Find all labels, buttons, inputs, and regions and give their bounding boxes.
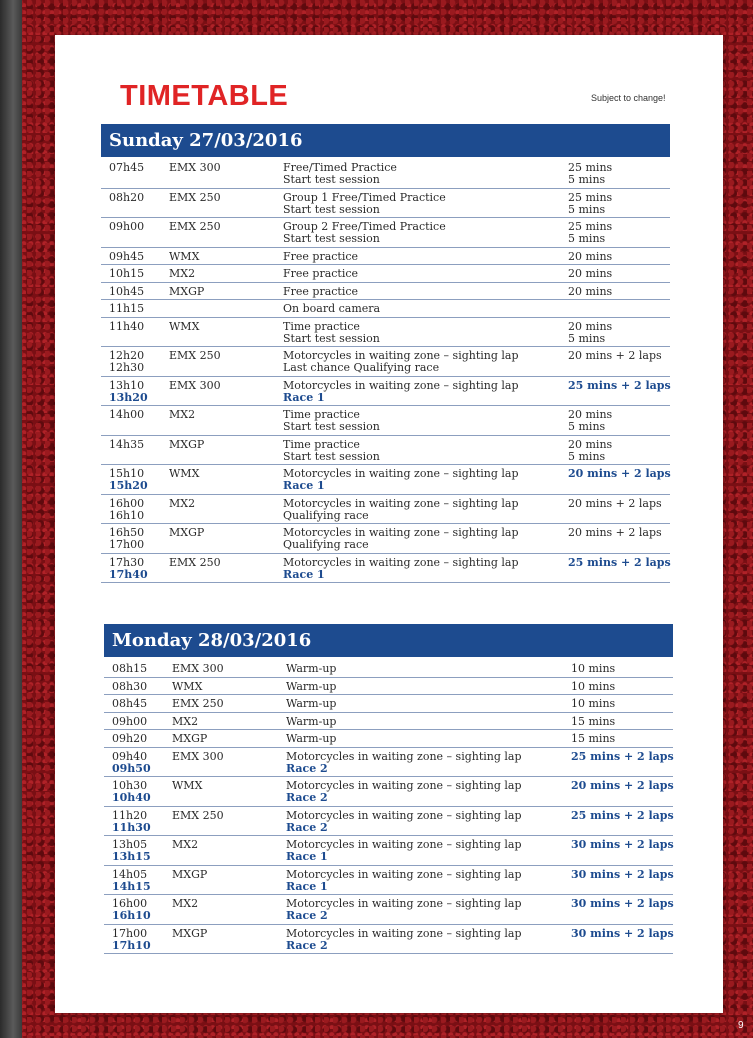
duration-cell [571,780,674,792]
activity-cell [286,869,522,893]
class-cell: EMX 250 [169,220,221,233]
time-cell [112,810,151,834]
table-row [101,189,670,219]
time-cell [112,780,151,804]
activity-cell-line: Motorcycles in waiting zone – sighting lap [286,749,522,763]
duration-cell-line: 20 mins [568,319,613,333]
time-cell-line: 07h45 [109,161,145,174]
class-cell: EMX 300 [169,378,221,392]
time-cell-line: 16h00 [109,496,145,510]
duration-cell-line: 20 mins [568,249,613,263]
time-cell-line: 14h05 [112,867,148,881]
time-cell [109,268,144,280]
table-row [101,554,670,584]
time-cell [112,928,151,952]
activity-cell-line: Race 2 [286,909,328,922]
activity-cell [283,162,397,186]
time-cell-line: 17h30 [109,555,145,569]
duration-cell-line: 30 mins + 2 laps [571,867,674,881]
time-cell [112,839,151,863]
time-cell [112,681,147,693]
table-row [101,465,670,495]
time-cell [109,303,144,315]
duration-cell-line: 20 mins + 2 laps [568,526,662,539]
class-cell: MXGP [169,526,205,539]
time-cell-line: 11h40 [109,319,145,333]
activity-cell-line: Free practice [283,249,359,263]
time-cell-line: 13h10 [109,378,145,392]
duration-cell-line: 20 mins + 2 laps [571,779,674,792]
activity-cell-line: Motorcycles in waiting zone – sighting lap [286,926,522,940]
time-cell-line: 12h20 [109,349,145,362]
table-row [101,436,670,466]
time-cell-line: 10h15 [109,267,145,280]
duration-cell [568,321,612,345]
class-cell: MX2 [172,714,199,728]
duration-cell-line: 25 mins + 2 laps [568,555,671,569]
table-row [101,377,670,407]
activity-cell [283,557,519,581]
activity-cell-line: Warm-up [286,662,337,675]
table-row [104,730,673,748]
time-cell-line: 09h40 [112,749,148,763]
time-cell [109,468,148,492]
duration-cell [571,663,615,675]
duration-cell-line: 15 mins [571,732,616,745]
time-cell [112,733,147,745]
time-cell-line: 13h15 [112,850,151,863]
class-cell: MX2 [169,496,196,510]
time-cell [112,716,147,728]
duration-cell-line: 10 mins [571,697,616,710]
time-cell-line: 10h40 [112,791,151,804]
table-row [101,495,670,525]
class-cell: WMX [169,467,200,480]
activity-cell [286,780,522,804]
table-row [104,678,673,696]
duration-cell-line: 5 mins [568,232,606,245]
activity-cell-line: Group 1 Free/Timed Practice [283,190,446,204]
activity-cell [283,409,380,433]
duration-cell-line: 5 mins [568,420,606,433]
activity-cell-line: Race 2 [286,938,328,952]
time-cell-line: 15h20 [109,479,148,492]
activity-cell-line: Time practice [283,319,360,333]
duration-cell [568,192,612,216]
activity-cell-line: Time practice [283,437,360,451]
duration-cell-line: 10 mins [571,662,616,675]
table-row [104,713,673,731]
time-cell [109,498,144,522]
duration-cell-line: 25 mins + 2 laps [568,378,671,392]
duration-cell-line: 20 mins + 2 laps [568,496,662,510]
duration-cell-line: 5 mins [568,202,606,216]
time-cell [109,162,144,174]
time-cell-line: 15h10 [109,467,145,480]
duration-cell-line: 25 mins + 2 laps [571,749,674,763]
activity-cell [283,350,519,374]
time-cell-line: 16h50 [109,526,145,539]
time-cell-line: 14h00 [109,408,145,421]
activity-cell [286,839,522,863]
time-cell-line: 09h20 [112,732,148,745]
activity-cell-line: Race 1 [286,850,328,863]
time-cell-line: 13h05 [112,838,148,851]
activity-cell [283,251,358,263]
time-cell-line: 08h30 [112,679,148,693]
duration-cell [568,468,671,480]
table-row [104,895,673,925]
class-cell: MXGP [172,867,208,881]
time-cell-line: 14h35 [109,437,145,451]
time-cell-line: 09h00 [109,220,145,233]
page-number: 9 [738,1020,744,1031]
activity-cell-line: Race 2 [286,791,328,804]
time-cell-line: 11h30 [112,820,151,834]
time-cell-line: 16h00 [112,897,148,910]
class-cell: MX2 [172,897,199,910]
duration-cell [568,221,612,245]
activity-cell-line: Start test session [283,232,380,245]
time-cell [109,286,144,298]
activity-cell-line: Race 1 [283,390,325,404]
table-row [101,283,670,301]
time-cell [109,192,144,204]
time-cell-line: 17h40 [109,567,148,581]
duration-cell [568,350,662,362]
activity-cell-line: Motorcycles in waiting zone – sighting lap [283,349,519,362]
class-cell: WMX [169,319,200,333]
activity-cell [283,303,380,315]
duration-cell [571,681,615,693]
time-cell [112,663,147,675]
left-edge-strip [0,0,22,1038]
time-cell [109,350,144,374]
activity-cell-line: Group 2 Free/Timed Practice [283,220,446,233]
activity-cell-line: Race 2 [286,820,328,834]
time-cell-line: 17h00 [109,538,145,551]
duration-cell-line: 5 mins [568,449,606,463]
class-cell: EMX 300 [169,161,221,174]
duration-cell [571,810,674,822]
time-cell [109,409,144,421]
activity-cell-line: Race 1 [286,879,328,893]
class-cell: MX2 [169,267,196,280]
table-row [104,836,673,866]
day-header-monday: Monday 28/03/2016 [104,624,673,657]
activity-cell-line: Motorcycles in waiting zone – sighting lap [286,808,522,822]
duration-cell-line: 20 mins [568,267,613,280]
duration-cell-line: 20 mins [568,437,613,451]
duration-cell [568,251,612,263]
time-cell [109,557,148,581]
subject-to-change-note: Subject to change! [591,93,666,103]
activity-cell-line: Motorcycles in waiting zone – sighting lap [283,526,519,539]
activity-cell [283,268,358,280]
class-cell: EMX 250 [172,808,224,822]
duration-cell-line: 15 mins [571,714,616,728]
activity-cell-line: Warm-up [286,714,337,728]
time-cell-line: 12h30 [109,361,145,374]
table-row [101,347,670,377]
table-row [104,866,673,896]
table-row [101,524,670,554]
activity-cell [283,380,519,404]
activity-cell-line: Race 1 [283,479,325,492]
duration-cell-line: 10 mins [571,679,616,693]
duration-cell-line: 20 mins + 2 laps [568,349,662,362]
activity-cell [286,928,522,952]
duration-cell [568,498,662,510]
class-cell: MXGP [172,732,208,745]
time-cell [109,380,148,404]
duration-cell [568,527,662,539]
duration-cell [568,162,612,186]
duration-cell [568,439,612,463]
time-cell [112,869,151,893]
time-cell-line: 08h20 [109,190,145,204]
activity-cell-line: Qualifying race [283,508,369,522]
duration-cell-line: 20 mins [568,408,613,421]
class-cell: WMX [169,249,200,263]
duration-cell [571,733,615,745]
time-cell-line: 09h45 [109,249,145,263]
table-row [104,925,673,955]
duration-cell [571,751,674,763]
class-cell: WMX [172,679,203,693]
duration-cell-line: 5 mins [568,331,606,345]
duration-cell-line: 30 mins + 2 laps [571,897,674,910]
time-cell-line: 16h10 [109,508,145,522]
table-row [104,748,673,778]
activity-cell [286,716,336,728]
time-cell-line: 11h15 [109,302,145,315]
activity-cell-line: Start test session [283,331,380,345]
time-cell-line: 17h10 [112,938,151,952]
activity-cell-line: Motorcycles in waiting zone – sighting lap [286,867,522,881]
table-row [104,660,673,678]
activity-cell [286,810,522,834]
duration-cell [568,380,671,392]
time-cell [109,251,144,263]
class-cell: WMX [172,779,203,792]
table-row [101,406,670,436]
activity-cell [283,527,519,551]
class-cell: MXGP [169,284,205,298]
class-cell: MX2 [172,838,199,851]
activity-cell [283,321,380,345]
class-cell: MXGP [169,437,205,451]
time-cell [109,527,144,551]
activity-cell [283,498,519,522]
activity-cell-line: Free practice [283,267,359,280]
time-cell-line: 16h10 [112,909,151,922]
activity-cell-line: Motorcycles in waiting zone – sighting lap [283,378,519,392]
time-cell [109,321,144,333]
activity-cell-line: Race 2 [286,761,328,775]
activity-cell-line: Start test session [283,173,380,186]
duration-cell-line: 30 mins + 2 laps [571,926,674,940]
duration-cell [571,869,674,881]
duration-cell-line: 25 mins [568,161,613,174]
duration-cell [571,716,615,728]
time-cell-line: 11h20 [112,808,148,822]
table-row [101,159,670,189]
page-title: TIMETABLE [120,80,289,112]
activity-cell-line: Warm-up [286,732,337,745]
activity-cell [283,286,358,298]
activity-cell [283,439,380,463]
time-cell [109,439,144,451]
activity-cell-line: Free practice [283,284,359,298]
activity-cell-line: Last chance Qualifying race [283,361,440,374]
duration-cell [571,698,615,710]
time-cell [112,751,151,775]
time-cell [109,221,144,233]
class-cell: EMX 250 [169,349,221,362]
time-cell-line: 13h20 [109,390,148,404]
activity-cell [286,681,336,693]
duration-cell [571,898,674,910]
table-row [104,777,673,807]
time-cell-line: 14h15 [112,879,151,893]
duration-cell-line: 25 mins [568,220,613,233]
table-row [101,248,670,266]
activity-cell-line: Motorcycles in waiting zone – sighting lap [283,555,519,569]
activity-cell [286,898,522,922]
class-cell: EMX 250 [172,697,224,710]
activity-cell-line: On board camera [283,302,381,315]
table-row [101,300,670,318]
activity-cell [286,698,336,710]
duration-cell-line: 25 mins + 2 laps [571,808,674,822]
time-cell-line: 10h30 [112,779,148,792]
day-header-sunday: Sunday 27/03/2016 [101,124,670,157]
activity-cell-line: Motorcycles in waiting zone – sighting lap [283,467,519,480]
class-cell: EMX 250 [169,190,221,204]
time-cell-line: 08h45 [112,697,148,710]
duration-cell [568,268,612,280]
table-row [104,807,673,837]
activity-cell-line: Warm-up [286,679,337,693]
table-row [101,265,670,283]
activity-cell-line: Race 1 [283,567,325,581]
activity-cell-line: Start test session [283,202,380,216]
time-cell [112,698,147,710]
class-cell: EMX 250 [169,555,221,569]
table-row [104,695,673,713]
duration-cell [568,557,671,569]
time-cell [112,898,151,922]
activity-cell-line: Motorcycles in waiting zone – sighting lap [286,779,522,792]
duration-cell [571,928,674,940]
activity-cell [286,751,522,775]
duration-cell [568,409,612,433]
duration-cell [568,286,612,298]
duration-cell-line: 30 mins + 2 laps [571,838,674,851]
time-cell-line: 17h00 [112,926,148,940]
activity-cell [286,663,336,675]
time-cell-line: 09h00 [112,714,148,728]
duration-cell-line: 20 mins [568,284,613,298]
time-cell-line: 08h15 [112,662,148,675]
duration-cell-line: 5 mins [568,173,606,186]
activity-cell-line: Motorcycles in waiting zone – sighting lap [283,496,519,510]
activity-cell-line: Motorcycles in waiting zone – sighting lap [286,838,522,851]
activity-cell-line: Free/Timed Practice [283,161,397,174]
activity-cell-line: Warm-up [286,697,337,710]
activity-cell [286,733,336,745]
class-cell: MX2 [169,408,196,421]
activity-cell-line: Start test session [283,449,380,463]
duration-cell-line: 20 mins + 2 laps [568,467,671,480]
activity-cell-line: Time practice [283,408,360,421]
activity-cell-line: Start test session [283,420,380,433]
duration-cell-line: 25 mins [568,190,613,204]
table-row [101,218,670,248]
table-row [101,318,670,348]
time-cell-line: 10h45 [109,284,145,298]
activity-cell [283,468,519,492]
activity-cell-line: Qualifying race [283,538,369,551]
duration-cell [571,839,674,851]
activity-cell [283,221,446,245]
activity-cell [283,192,446,216]
activity-cell-line: Motorcycles in waiting zone – sighting lap [286,897,522,910]
time-cell-line: 09h50 [112,761,151,775]
class-cell: EMX 300 [172,662,224,675]
class-cell: EMX 300 [172,749,224,763]
class-cell: MXGP [172,926,208,940]
